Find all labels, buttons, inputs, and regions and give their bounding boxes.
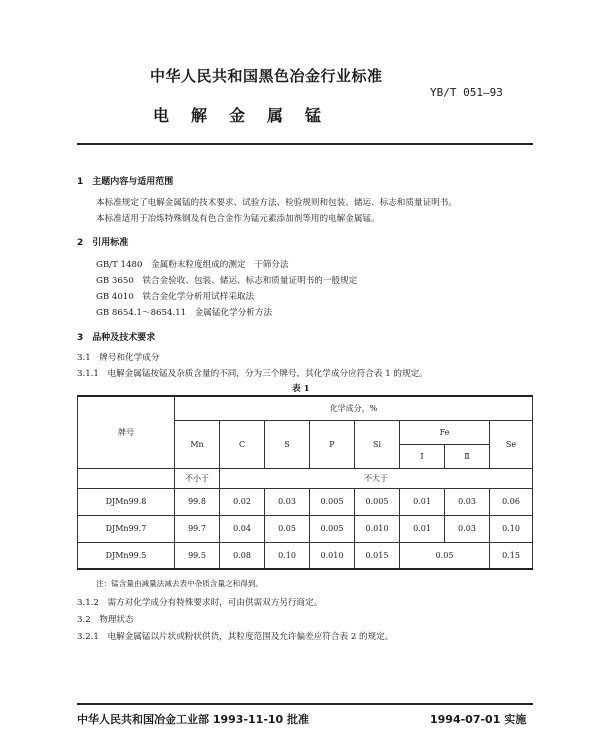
spacer-cell <box>78 468 175 488</box>
chemical-composition-table <box>77 395 533 570</box>
mn-cell: 99.5 <box>175 542 220 569</box>
col-header-p: P <box>310 420 355 468</box>
col-header-s: S <box>265 420 310 468</box>
table-note: 注：锰含量由减量法减去表中杂质含量之和得到。 <box>96 579 264 588</box>
table-caption: 表 1 <box>292 384 310 394</box>
clause-3-1-2: 3.1.2 需方对化学成分有特殊要求时，可由供需双方另行商定。 <box>77 598 323 608</box>
s-cell: 0.03 <box>265 488 310 515</box>
section-3-title: 3 品种及技术要求 <box>77 333 156 343</box>
fe-cell: 0.05 <box>400 542 490 569</box>
standard-body-title: 中华人民共和国黑色冶金行业标准 <box>150 67 383 85</box>
col-header-mn: Mn <box>175 420 220 468</box>
s-cell: 0.05 <box>265 515 310 542</box>
col-header-fe: Fe <box>400 420 490 444</box>
reference-item: GB 3650 铁合金验收、包装、储运、标志和质量证明书的一般规定 <box>96 276 358 286</box>
fe2-cell: 0.03 <box>445 488 490 515</box>
not-more-than: 不大于 <box>220 468 533 488</box>
document-title: 电解金属锰 <box>153 106 344 125</box>
footer-rule <box>77 703 533 705</box>
section-1-paragraph-1: 本标准规定了电解金属锰的技术要求、试验方法、检验规则和包装、储运、标志和质量证明书。 <box>96 198 457 208</box>
table-row <box>78 515 533 542</box>
col-header-si: Si <box>355 420 400 468</box>
s-cell: 0.10 <box>265 542 310 569</box>
table-row <box>78 488 533 515</box>
mn-cell: 99.7 <box>175 515 220 542</box>
col-header-fe-1: Ⅰ <box>400 444 445 468</box>
reference-item: GB 8654.1～8654.11 金属锰化学分析方法 <box>96 308 273 318</box>
c-cell: 0.04 <box>220 515 265 542</box>
reference-item: GB/T 1480 金属粉末粒度组成的测定 干筛分法 <box>96 260 289 270</box>
not-less-than: 不小于 <box>175 468 220 488</box>
chem-header: 化学成分，% <box>175 396 533 420</box>
se-cell: 0.10 <box>490 515 533 542</box>
se-cell: 0.15 <box>490 542 533 569</box>
grade-cell: DJMn99.5 <box>78 542 175 569</box>
col-header-se: Se <box>490 420 533 468</box>
fe1-cell: 0.01 <box>400 515 445 542</box>
si-cell: 0.005 <box>355 488 400 515</box>
p-cell: 0.005 <box>310 488 355 515</box>
p-cell: 0.010 <box>310 542 355 569</box>
reference-item: GB 4010 铁合金化学分析用试样采取法 <box>96 292 255 302</box>
col-header-c: C <box>220 420 265 468</box>
fe2-cell: 0.03 <box>445 515 490 542</box>
c-cell: 0.08 <box>220 542 265 569</box>
col-header-fe-2: Ⅱ <box>445 444 490 468</box>
mn-cell: 99.8 <box>175 488 220 515</box>
header-rule <box>77 143 533 145</box>
grade-header: 牌号 <box>78 396 175 468</box>
grade-cell: DJMn99.7 <box>78 515 175 542</box>
si-cell: 0.015 <box>355 542 400 569</box>
se-cell: 0.06 <box>490 488 533 515</box>
section-1-paragraph-2: 本标准适用于冶炼特殊钢及有色合金作为锰元素添加剂等用的电解金属锰。 <box>96 214 380 224</box>
p-cell: 0.005 <box>310 515 355 542</box>
standard-code: YB/T 051—93 <box>430 86 503 99</box>
c-cell: 0.02 <box>220 488 265 515</box>
clause-3-2: 3.2 物理状态 <box>77 615 134 625</box>
clause-3-1-1: 3.1.1 电解金属锰按锰及杂质含量的不同，分为三个牌号，其化学成分应符合表 1 的规定。 <box>77 369 428 379</box>
section-1-title: 1 主题内容与适用范围 <box>77 177 174 187</box>
si-cell: 0.010 <box>355 515 400 542</box>
table-row <box>78 542 533 569</box>
section-2-title: 2 引用标准 <box>77 238 129 248</box>
fe1-cell: 0.01 <box>400 488 445 515</box>
clause-3-1: 3.1 牌号和化学成分 <box>77 353 160 363</box>
approval-line: 中华人民共和国冶金工业部 1993-11-10 批准 <box>77 713 310 726</box>
grade-cell: DJMn99.8 <box>78 488 175 515</box>
clause-3-2-1: 3.2.1 电解金属锰以片状或粉状供货，其粒度范围及允许偏差应符合表 2 的规定。 <box>77 632 394 642</box>
effective-date: 1994-07-01 实施 <box>430 713 527 726</box>
